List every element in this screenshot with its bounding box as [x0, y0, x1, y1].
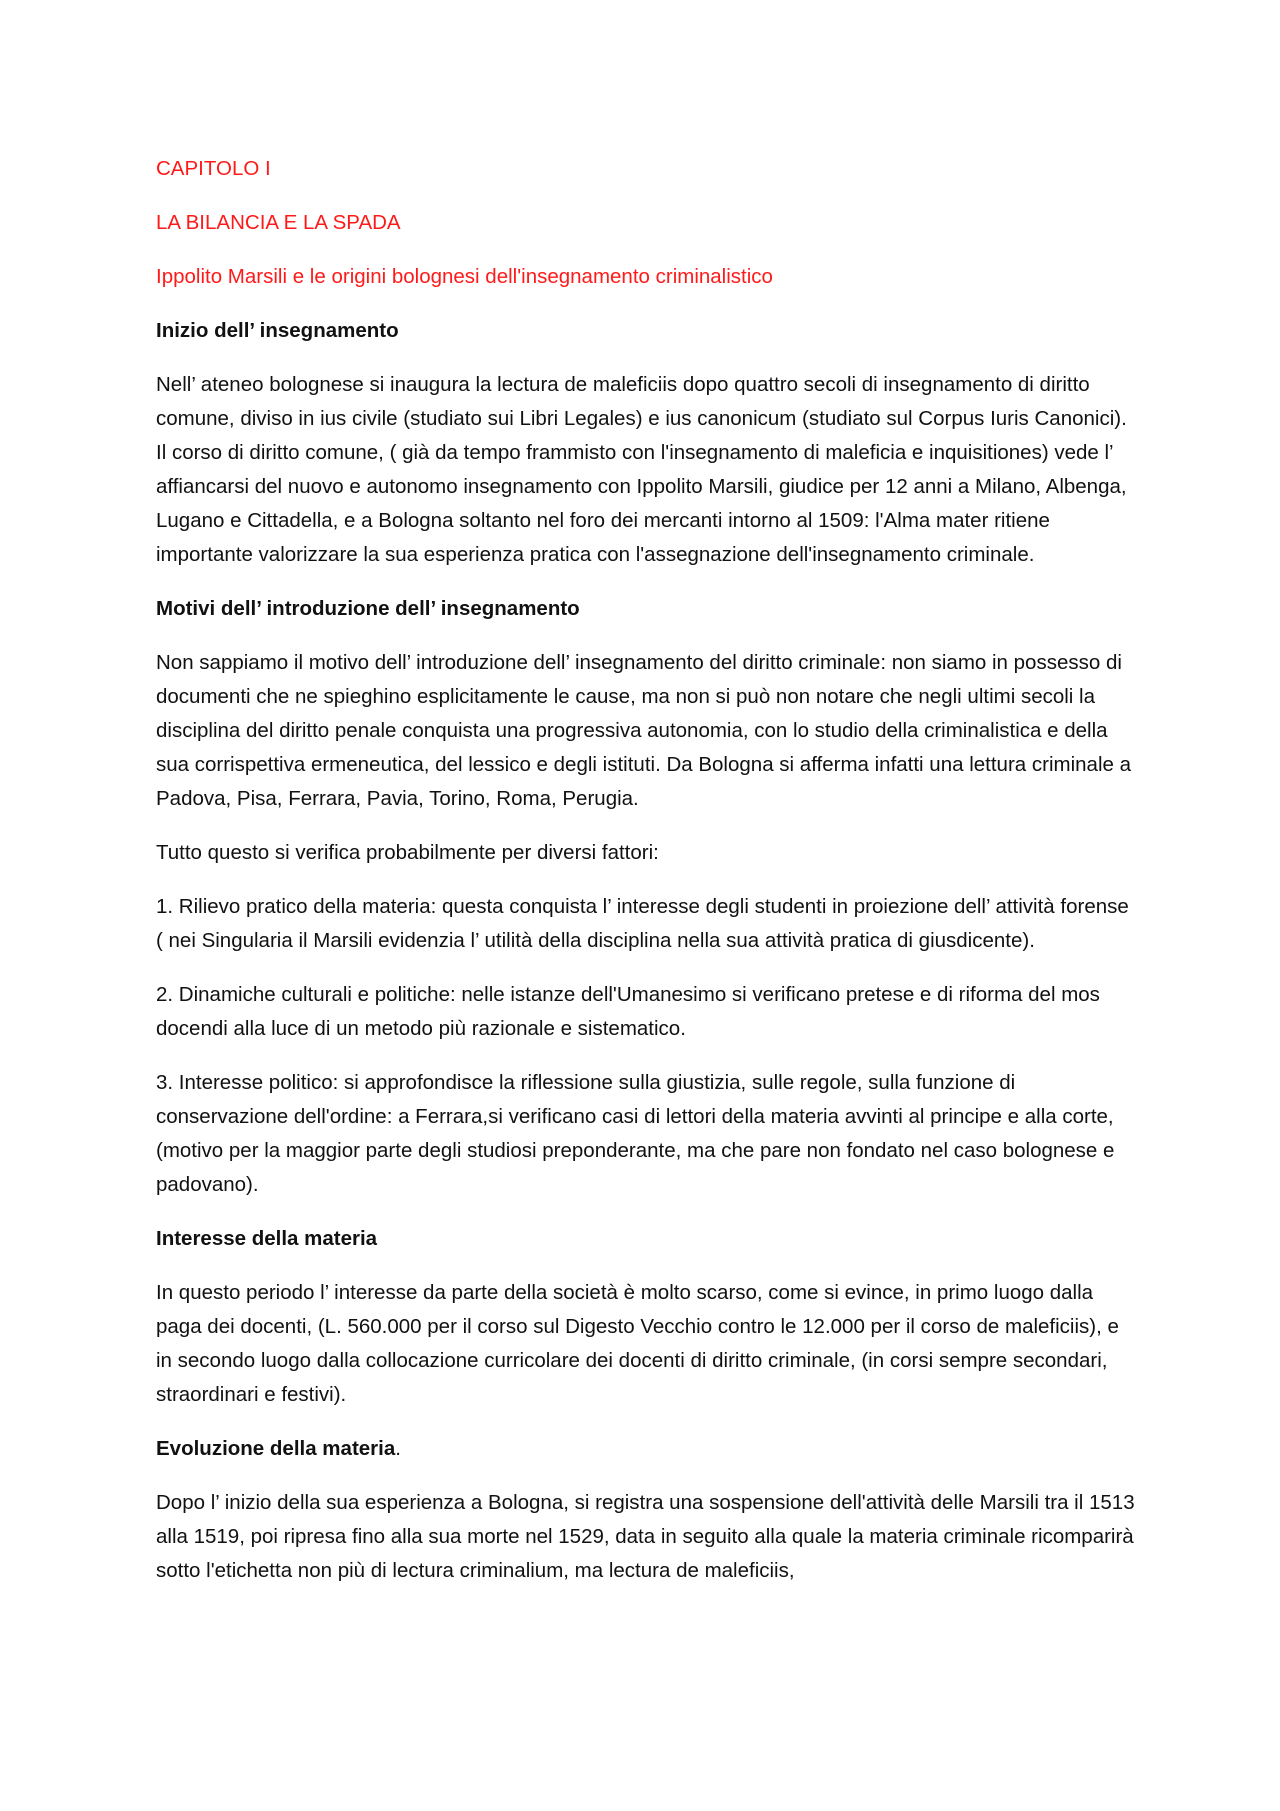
- paragraph-fattori-intro: Tutto questo si verifica probabilmente per diversi fattori:: [156, 841, 659, 864]
- chapter-title: LA BILANCIA E LA SPADA: [156, 211, 401, 234]
- section-heading-evoluzione-line: [156, 1432, 1136, 1466]
- paragraph-interesse: In questo periodo l’ interesse da parte della società è molto scarso, come si evince, in primo luogo dalla paga dei docenti, (L. 560.000 per il corso sul Digesto Vecchio contro le 12.000 per il corso de maleficiis), e in secondo luogo dalla collocazione curricolare dei docenti di diritto criminale, (in corsi sempre secondari, straordinari e festivi).: [156, 1281, 1119, 1406]
- section-heading-evoluzione: Evoluzione della materia: [156, 1437, 396, 1460]
- paragraph-motivi: Non sappiamo il motivo dell’ introduzione dell’ insegnamento del diritto criminale: non siamo in possesso di documenti che ne spieghino esplicitamente le cause, ma non si può non notare che negli ultimi secoli la disciplina del diritto penale conquista una progressiva autonomia, con lo studio della criminalistica e della sua corrispettiva ermeneutica, del lessico e degli istituti. Da Bologna si afferma infatti una lettura criminale a Padova, Pisa, Ferrara, Pavia, Torino, Roma, Perugia.: [156, 651, 1131, 810]
- section-heading-inizio: Inizio dell’ insegnamento: [156, 319, 399, 342]
- list-item-dinamiche-culturali: 2. Dinamiche culturali e politiche: nelle istanze dell'Umanesimo si verificano pretese e di riforma del mos docendi alla luce di un metodo più razionale e sistematico.: [156, 983, 1100, 1040]
- chapter-subtitle: Ippolito Marsili e le origini bolognesi dell'insegnamento criminalistico: [156, 265, 773, 288]
- paragraph-inizio: Nell’ ateneo bolognese si inaugura la lectura de maleficiis dopo quattro secoli di insegnamento di diritto comune, diviso in ius civile (studiato sui Libri Legales) e ius canonicum (studiato sul Corpus Iuris Canonici). Il corso di diritto comune, ( già da tempo frammisto con l'insegnamento di maleficia e inquisitiones) vede l’ affiancarsi del nuovo e autonomo insegnamento con Ippolito Marsili, giudice per 12 anni a Milano, Albenga, Lugano e Cittadella, e a Bologna soltanto nel foro dei mercanti intorno al 1509: l'Alma mater ritiene importante valorizzare la sua esperienza pratica con l'assegnazione dell'insegnamento criminale.: [156, 373, 1127, 566]
- chapter-number: CAPITOLO I: [156, 157, 271, 180]
- list-item-rilievo-pratico: 1. Rilievo pratico della materia: questa conquista l’ interesse degli studenti in proiezione dell’ attività forense ( nei Singularia il Marsili evidenzia l’ utilità della disciplina nella sua attività pratica di giusdicente).: [156, 895, 1129, 952]
- paragraph-evoluzione: Dopo l’ inizio della sua esperienza a Bologna, si registra una sospensione dell'attività delle Marsili tra il 1513 alla 1519, poi ripresa fino alla sua morte nel 1529, data in seguito alla quale la materia criminale ricomparirà sotto l'etichetta non più di lectura criminalium, ma lectura de maleficiis,: [156, 1491, 1135, 1582]
- section-heading-motivi: Motivi dell’ introduzione dell’ insegnamento: [156, 597, 580, 620]
- section-heading-interesse: Interesse della materia: [156, 1227, 378, 1250]
- document-body: [156, 152, 1136, 1608]
- list-item-interesse-politico: 3. Interesse politico: si approfondisce la riflessione sulla giustizia, sulle regole, sulla funzione di conservazione dell'ordine: a Ferrara,si verificano casi di lettori della materia avvinti al principe e alla corte, (motivo per la maggior parte degli studiosi preponderante, ma che pare non fondato nel caso bolognese e padovano).: [156, 1071, 1115, 1196]
- section-heading-evoluzione-period: .: [395, 1437, 401, 1460]
